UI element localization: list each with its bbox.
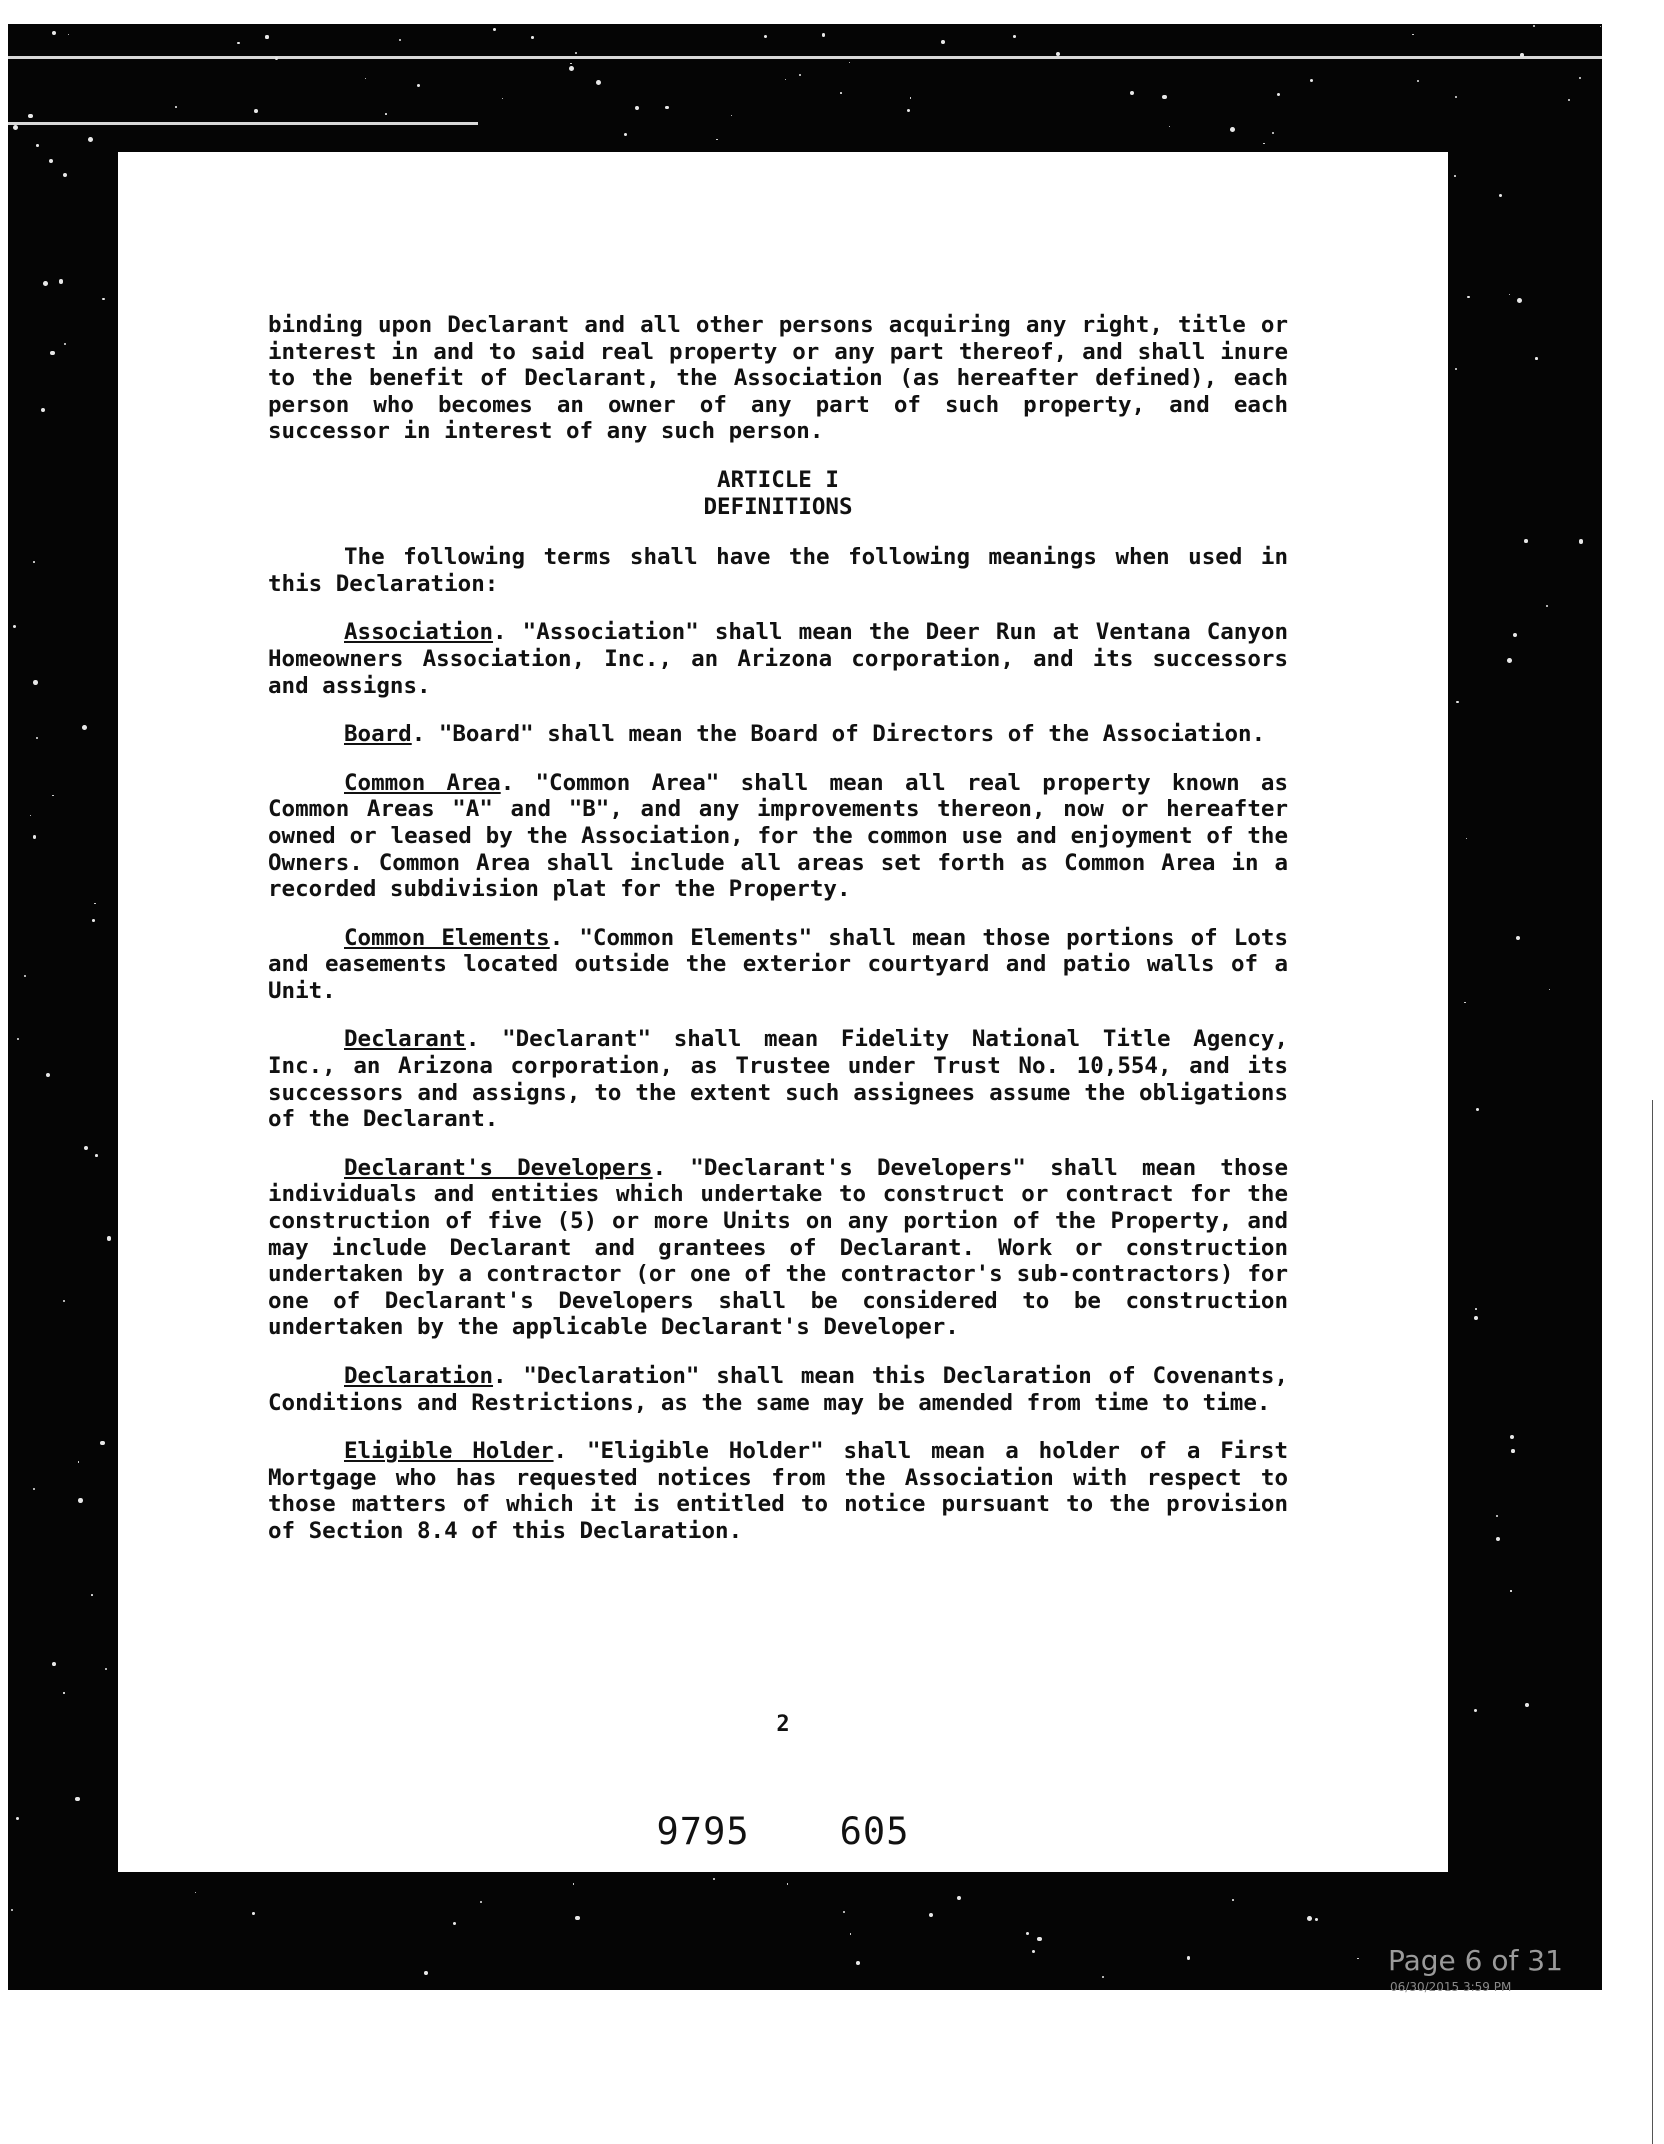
recording-stamp — [118, 1810, 1448, 1853]
scan-speck — [64, 343, 66, 345]
scan-speck — [91, 1594, 93, 1596]
print-timestamp: 06/30/2015 3:59 PM — [1390, 1980, 1512, 1994]
scan-speck — [417, 84, 420, 87]
scan-speck — [1232, 1899, 1234, 1901]
scan-speck — [941, 40, 945, 44]
scan-speck — [716, 139, 718, 141]
scan-speck — [41, 408, 45, 412]
scan-edge-line — [8, 122, 478, 125]
scan-speck — [52, 795, 54, 797]
scan-speck — [78, 1461, 79, 1462]
scan-speck — [11, 1909, 13, 1911]
document-body — [268, 312, 1288, 1567]
page-counter: Page 6 of 31 — [1388, 1944, 1563, 1977]
scan-speck — [1546, 605, 1548, 607]
scan-speck — [1533, 25, 1535, 27]
scan-speck — [17, 1038, 19, 1040]
scan-speck — [764, 35, 767, 38]
scan-speck — [92, 919, 95, 922]
scan-speck — [68, 34, 69, 35]
definition-eligible-holder — [268, 1438, 1288, 1544]
definition-text: . "Common Elements" shall mean those portions of Lots and easements located outside the exterior courtyard and patio walls of a Unit. — [268, 924, 1288, 1004]
scan-speck — [1467, 296, 1469, 298]
scan-speck — [907, 109, 911, 113]
scan-speck — [840, 92, 842, 94]
scan-speck — [957, 1896, 961, 1900]
definition-text: . "Board" shall mean the Board of Directors of the Association. — [411, 721, 1266, 748]
scan-speck — [624, 133, 628, 137]
scan-speck — [856, 1961, 860, 1965]
scan-speck — [1474, 1709, 1477, 1712]
scan-speck — [385, 113, 387, 115]
scan-speck — [1568, 99, 1570, 101]
definition-board — [268, 721, 1288, 748]
scan-speck — [635, 106, 639, 110]
recording-book: 9795 — [656, 1810, 750, 1853]
scan-speck — [100, 1441, 105, 1446]
definition-common-elements — [268, 925, 1288, 1005]
scan-speck — [480, 1901, 482, 1903]
scan-speck — [1454, 175, 1456, 177]
scan-background — [8, 24, 1602, 1994]
article-number: ARTICLE I — [717, 466, 839, 493]
definition-declarants-developers — [268, 1155, 1288, 1341]
defined-term: Declarant's Developers — [344, 1154, 653, 1181]
scan-speck — [1455, 96, 1458, 99]
scan-speck — [28, 114, 32, 118]
scan-speck — [1263, 143, 1264, 144]
scan-speck — [531, 36, 534, 39]
scan-speck — [1026, 1932, 1029, 1935]
scan-speck — [36, 737, 38, 739]
scan-speck — [33, 561, 35, 563]
scan-speck — [195, 1892, 196, 1893]
scan-speck — [82, 725, 87, 730]
definition-text: . "Declarant" shall mean Fidelity National Title Agency, Inc., an Arizona corporation, as Trustee under Trust No. 10,554, and its successors and assigns, to the extent such assignees assume the obligations of the Declarant. — [268, 1026, 1288, 1133]
scan-speck — [575, 52, 577, 54]
scan-speck — [1455, 368, 1457, 370]
scan-speck — [424, 1971, 428, 1975]
defined-term: Association — [344, 619, 494, 646]
scan-speck — [929, 1913, 933, 1917]
scan-speck — [1525, 1703, 1529, 1707]
scan-speck — [13, 125, 18, 130]
definition-text: . "Eligible Holder" shall mean a holder of a First Mortgage who has requested notices from the Association with respect to those matters of which it is entitled to notice pursuant to the provision of Section 8.4 of this Declaration. — [268, 1438, 1288, 1544]
definition-common-area — [268, 770, 1288, 903]
scan-speck — [1032, 1950, 1035, 1953]
definition-text: . "Common Area" shall mean all real property known as Common Areas "A" and "B", and any improvements thereon, now or hereafter owned or leased by the Association, for the common use and enjoyment of the Owners. Common Area shall include all areas set forth as Common Area in a recorded subdivision plat for the Property. — [268, 769, 1288, 903]
definition-text: . "Declaration" shall mean this Declaration of Covenants, Conditions and Restrictions, as the same may be amended from time to time. — [268, 1363, 1288, 1416]
scan-speck — [36, 144, 39, 147]
defined-term: Eligible Holder — [344, 1438, 554, 1465]
scan-speck — [24, 975, 26, 977]
scan-speck — [30, 815, 31, 816]
definition-declarant — [268, 1026, 1288, 1132]
scan-speck — [63, 1692, 64, 1693]
scan-speck — [43, 281, 48, 286]
scan-speck — [569, 66, 574, 71]
scan-speck — [1464, 1002, 1466, 1004]
scan-speck — [1277, 93, 1280, 96]
scan-speck — [1517, 298, 1522, 303]
scan-speck — [84, 1146, 88, 1150]
scan-speck — [493, 28, 496, 31]
scan-speck — [63, 1300, 65, 1302]
definitions-intro: The following terms shall have the following meanings when used in this Declaration: — [268, 544, 1288, 597]
scan-speck — [33, 835, 36, 838]
scan-speck — [94, 903, 95, 904]
scan-speck — [1579, 77, 1581, 79]
scan-speck — [78, 1498, 83, 1503]
scan-speck — [52, 31, 56, 35]
scan-speck — [1037, 1937, 1042, 1942]
scan-speck — [1056, 52, 1060, 56]
definition-text: . "Association" shall mean the Deer Run at Ventana Canyon Homeowners Association, Inc., an Arizona corporation, and its successors and assigns. — [268, 619, 1288, 699]
scan-speck — [365, 78, 366, 79]
scan-speck — [1600, 26, 1601, 27]
scan-speck — [1496, 1537, 1500, 1541]
scan-speck — [596, 80, 601, 85]
scan-speck — [52, 1662, 56, 1666]
scan-speck — [575, 1916, 579, 1920]
opening-paragraph: binding upon Declarant and all other persons acquiring any right, title or interest in and to said real property or any part thereof, and shall inure to the benefit of Declarant, the Association (as hereafter defined), each person who becomes an owner of any part of such property, and each successor in interest of any such person. — [268, 312, 1288, 445]
scan-speck — [1474, 1316, 1478, 1320]
scan-speck — [252, 1912, 255, 1915]
scan-speck — [1475, 1308, 1477, 1310]
scan-speck — [1162, 95, 1167, 100]
scan-speck — [502, 98, 503, 99]
scan-speck — [910, 97, 911, 98]
scan-speck — [33, 680, 38, 685]
scan-speck — [16, 1817, 19, 1820]
scan-speck — [573, 1883, 575, 1885]
scan-speck — [1510, 1435, 1514, 1439]
scan-speck — [1520, 53, 1524, 57]
scan-speck — [102, 298, 104, 300]
scan-speck — [1535, 357, 1538, 360]
article-title: DEFINITIONS — [703, 493, 853, 520]
recording-page: 605 — [839, 1810, 910, 1853]
scan-speck — [1315, 1918, 1318, 1921]
scan-speck — [105, 1668, 108, 1671]
defined-term: Board — [344, 721, 412, 748]
scan-speck — [254, 109, 258, 113]
scan-speck — [822, 33, 825, 36]
scan-speck — [799, 74, 801, 76]
scan-speck — [275, 57, 278, 60]
scan-speck — [33, 1488, 35, 1490]
scan-speck — [1169, 126, 1170, 127]
scan-speck — [1187, 1956, 1191, 1960]
scan-edge-line — [1652, 1100, 1653, 2144]
defined-term: Common Elements — [344, 924, 550, 951]
scan-speck — [175, 106, 177, 108]
scan-speck — [850, 1933, 851, 1934]
scan-speck — [46, 1073, 51, 1078]
scan-speck — [1466, 838, 1467, 839]
scan-speck — [107, 1236, 111, 1240]
scan-speck — [1013, 35, 1016, 38]
scan-speck — [50, 351, 55, 356]
scan-speck — [570, 63, 572, 65]
defined-term: Common Area — [344, 769, 501, 796]
definition-text: . "Declarant's Developers" shall mean those individuals and entities which undertake to construct or contract for the construction of five (5) or more Units on any portion of the Property, and may include Declarant and grantees of Declarant. Work or construction undertaken by a contractor (or one of the contractor's sub-contractors) for one of Declarant's Developers shall be considered to be construction undertaken by the applicable Declarant's Developer. — [268, 1154, 1289, 1341]
defined-term: Declaration — [344, 1363, 494, 1389]
scan-speck — [1496, 1515, 1498, 1517]
scan-speck — [1510, 1590, 1511, 1591]
scan-speck — [265, 35, 268, 38]
scan-speck — [1511, 1449, 1515, 1453]
page-number: 2 — [776, 1712, 790, 1737]
scan-speck — [453, 1922, 456, 1925]
scan-speck — [1513, 633, 1517, 637]
scan-speck — [1509, 294, 1511, 296]
scan-speck — [1417, 80, 1419, 82]
scan-speck — [399, 39, 401, 41]
scan-speck — [1516, 936, 1520, 940]
document-page — [118, 152, 1448, 1872]
scan-speck — [1130, 91, 1134, 95]
definition-declaration — [268, 1363, 1288, 1416]
scan-speck — [13, 625, 16, 628]
scan-speck — [1524, 539, 1528, 543]
scan-speck — [237, 42, 239, 44]
definition-association — [268, 619, 1288, 699]
scan-speck — [59, 279, 64, 284]
scan-speck — [1499, 194, 1502, 197]
scan-speck — [1230, 127, 1235, 132]
article-heading — [268, 467, 1288, 520]
scan-speck — [787, 1883, 789, 1885]
scan-speck — [1357, 1958, 1359, 1960]
scan-speck — [49, 159, 53, 163]
scan-speck — [88, 137, 93, 142]
scan-speck — [1579, 539, 1583, 543]
scan-speck — [1102, 1976, 1104, 1978]
scan-speck — [713, 1878, 716, 1881]
scan-speck — [1549, 989, 1550, 990]
scan-speck — [75, 1797, 79, 1801]
scan-speck — [1272, 132, 1274, 134]
scan-speck — [1412, 34, 1413, 35]
scan-speck — [1310, 79, 1313, 82]
scan-speck — [63, 173, 67, 177]
scan-speck — [785, 79, 786, 80]
scan-speck — [1507, 658, 1512, 663]
scan-edge-line — [8, 56, 1602, 59]
scan-speck — [731, 115, 732, 116]
defined-term: Declarant — [344, 1026, 466, 1053]
scan-speck — [849, 62, 850, 63]
scan-speck — [1476, 1108, 1479, 1111]
scan-speck — [1307, 1916, 1312, 1921]
scan-speck — [95, 1154, 98, 1157]
scan-speck — [843, 1911, 845, 1913]
scan-speck — [1456, 701, 1458, 703]
scan-speck — [665, 106, 669, 110]
